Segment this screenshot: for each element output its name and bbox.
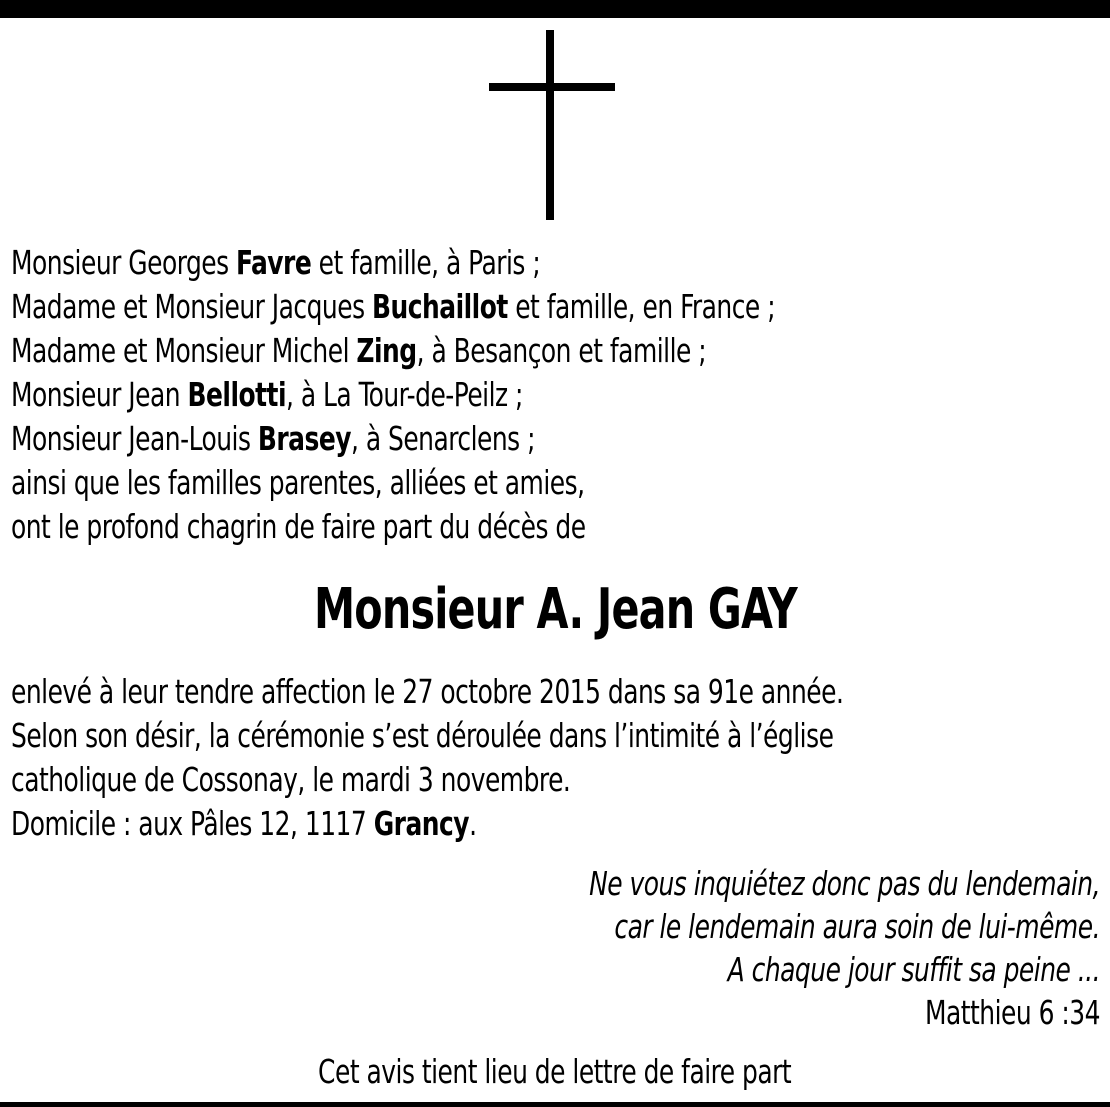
cross-icon [489,30,617,222]
footer-text: Cet avis tient lieu de lettre de faire part [318,1052,792,1091]
family-line-text: Monsieur Jean-Louis [11,419,258,458]
verse-reference: Matthieu 6 :34 [924,993,1100,1032]
family-surname: Bellotti [187,375,286,414]
family-line [11,241,927,285]
verse-line: A chaque jour suffit sa peine ... [727,950,1100,989]
details-block [11,670,1101,846]
bible-verse [200,862,1100,1034]
footer-note [0,1050,1110,1094]
family-line [11,285,927,329]
domicile-line [11,802,927,846]
bottom-border [0,1102,1110,1107]
details-line: catholique de Cossonay, le mardi 3 novembre. [11,760,571,799]
family-line-text: ainsi que les familles parentes, alliées et amies, [11,463,585,502]
verse-line: Ne vous inquiétez donc pas du lendemain, [589,864,1100,903]
family-line [11,461,927,505]
family-surname: Favre [236,243,312,282]
family-surname: Zing [356,331,417,370]
family-list [11,241,1101,549]
details-line: enlevé à leur tendre affection le 27 octobre 2015 dans sa 91e année. [11,672,844,711]
family-line-text: Madame et Monsieur Michel [11,331,357,370]
family-line-text: , à La Tour-de-Peilz ; [285,375,523,414]
family-line-text: , à Besançon et famille ; [416,331,707,370]
family-line [11,505,927,549]
verse-line: car le lendemain aura soin de lui-même. [614,907,1100,946]
domicile-text: Domicile : aux Pâles 12, 1117 [11,804,374,843]
deceased-name-heading [0,570,1110,650]
family-surname: Brasey [257,419,351,458]
family-line-text: Monsieur Jean [11,375,188,414]
details-line: Selon son désir, la cérémonie s’est déroulée dans l’intimité à l’église [11,716,834,755]
family-line-text: et famille, en France ; [507,287,776,326]
family-surname: Buchaillot [372,287,508,326]
family-line [11,417,927,461]
family-line [11,373,927,417]
domicile-punct: . [469,804,477,843]
family-line-text: et famille, à Paris ; [311,243,541,282]
deceased-name: Monsieur A. Jean GAY [313,577,797,642]
family-line-text: , à Senarclens ; [350,419,536,458]
domicile-place: Grancy [373,804,470,843]
family-line [11,329,927,373]
top-border [0,0,1110,18]
family-line-text: Madame et Monsieur Jacques [11,287,373,326]
cross-vertical-bar [546,30,554,220]
family-line-text: Monsieur Georges [11,243,237,282]
family-line-text: ont le profond chagrin de faire part du décès de [11,507,586,546]
cross-horizontal-bar [489,83,615,91]
